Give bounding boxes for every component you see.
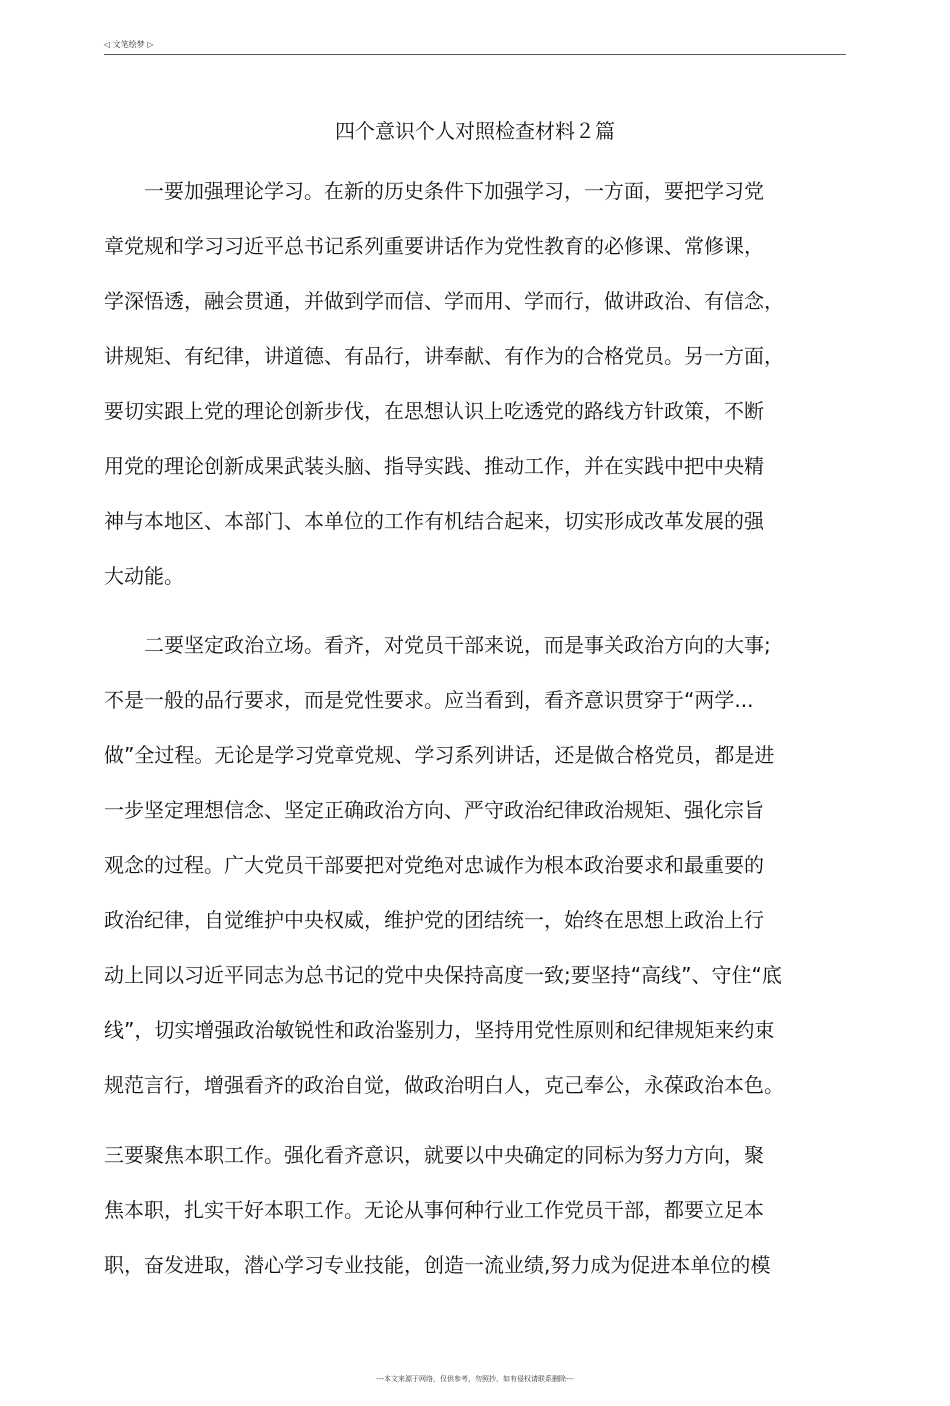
text-line: 一步坚定理想信念、坚定正确政治方向、严守政治纪律政治规矩、强化宗旨 <box>104 798 764 822</box>
page-header <box>104 38 846 55</box>
text-line: 不是一般的品行要求，而是党性要求。应当看到，看齐意识贯穿于“两学... <box>104 688 754 712</box>
header-brand: 文笔绘梦 <box>112 40 145 49</box>
text-line: 一要加强理论学习。在新的历史条件下加强学习，一方面，要把学习党 <box>104 179 764 203</box>
text-line: 线”，切实增强政治敏锐性和政治鉴别力，坚持用党性原则和纪律规矩来约束 <box>104 1018 775 1042</box>
text-line: 神与本地区、本部门、本单位的工作有机结合起来，切实形成改革发展的强 <box>104 509 764 533</box>
page-footer-note: ---本文来源于网络，仅供参考，勿照抄，如有侵权请联系删除--- <box>376 1375 574 1383</box>
text-line: 焦本职，扎实干好本职工作。无论从事何种行业工作党员干部，都要立足本 <box>104 1198 764 1222</box>
text-line: 规范言行，增强看齐的政治自觉，做政治明白人，克己奉公，永葆政治本色。 <box>104 1073 784 1097</box>
paragraph-1 <box>104 164 854 604</box>
text-line: 职，奋发进取，潜心学习专业技能，创造一流业绩,努力成为促进本单位的模 <box>104 1253 771 1277</box>
right-triangle-icon: ▷ <box>147 40 154 49</box>
text-line: 三要聚焦本职工作。强化看齐意识，就要以中央确定的同标为努力方向，聚 <box>104 1143 764 1167</box>
text-line: 章党规和学习习近平总书记系列重要讲话作为党性教育的必修课、常修课， <box>104 234 764 258</box>
text-line: 动上同以习近平同志为总书记的党中央保持高度一致;要坚持“高线”、守住“底 <box>104 963 782 987</box>
text-line: 用党的理论创新成果武装头脑、指导实践、推动工作，并在实践中把中央精 <box>104 454 764 478</box>
text-line: 学深悟透，融会贯通，并做到学而信、学而用、学而行，做讲政治、有信念， <box>104 289 784 313</box>
text-line: 观念的过程。广大党员干部要把对党绝对忠诚作为根本政治要求和最重要的 <box>104 853 764 877</box>
text-line: 做”全过程。无论是学习党章党规、学习系列讲话，还是做合格党员，都是进 <box>104 743 775 767</box>
paragraph-3 <box>104 1128 854 1293</box>
paragraph-2 <box>104 618 854 1113</box>
text-line: 政治纪律，自觉维护中央权威，维护党的团结统一，始终在思想上政治上行 <box>104 908 764 932</box>
text-line: 要切实跟上党的理论创新步伐，在思想认识上吃透党的路线方针政策，不断 <box>104 399 764 423</box>
text-line: 讲规矩、有纪律，讲道德、有品行，讲奉献、有作为的合格党员。另一方面， <box>104 344 784 368</box>
text-line: 大动能。 <box>104 564 184 588</box>
left-triangle-icon: ◁ <box>104 40 111 49</box>
text-line: 二要坚定政治立场。看齐，对党员干部来说，而是事关政治方向的大事; <box>104 633 771 657</box>
document-title: 四个意识个人对照检查材料２篇 <box>335 119 615 143</box>
